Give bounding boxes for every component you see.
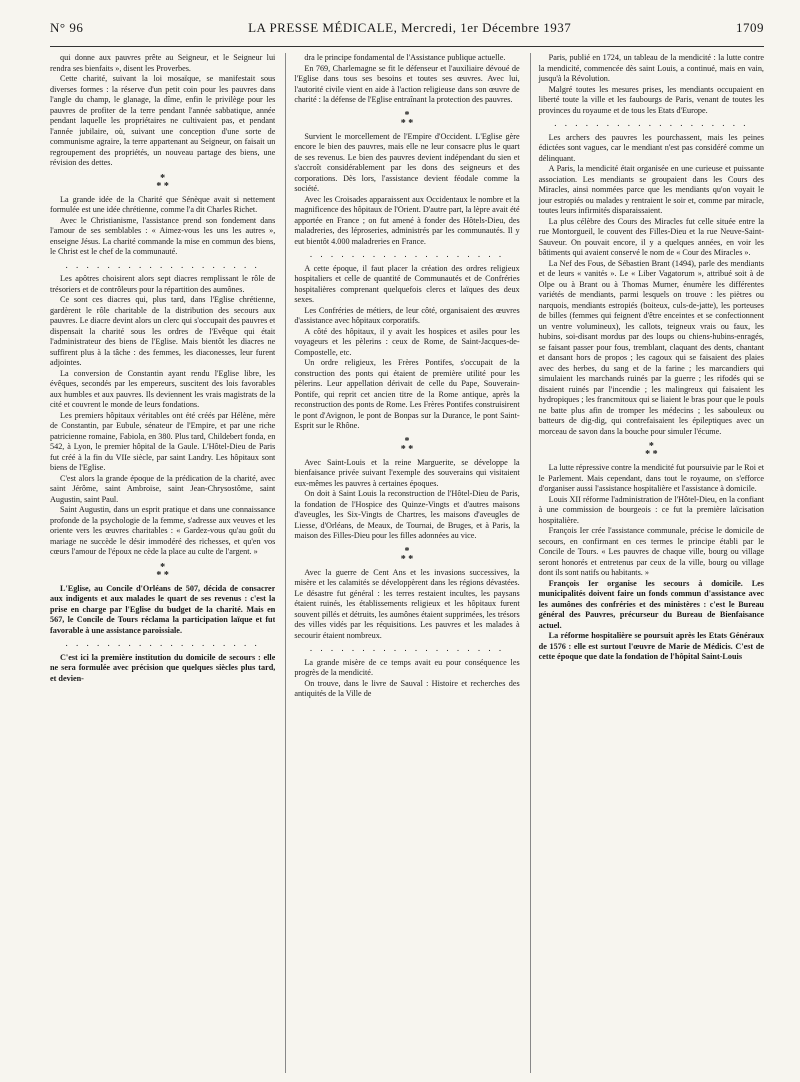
ellipsis-separator: . . . . . . . . . . . . . . . . . . . (309, 643, 505, 653)
paragraph: La lutte répressive contre la mendicité fut poursuivie par le Roi et le Parlement. Mais cependant, dans tout le royaume, on s'efforce d'organiser aussi l'assistance hospitalière et l'assistance à domicile. (538, 463, 764, 493)
paragraph: La grande idée de la Charité que Sénèque avait si nettement formulée est une idée chrétienne, comme l'a dit Charles Richet. (50, 194, 276, 214)
paragraph: A côté des hôpitaux, il y avait les hospices et asiles pour les voyageurs et les pèlerins : ceux de Rome, de Saint-Jacques-de-Compostelle, etc. (294, 326, 520, 357)
paragraph: Louis XII réforme l'administration de l'Hôtel-Dieu, en la confiant à une commission de bourgeois : ce fut la première laïcisation hospitalière. (538, 494, 764, 525)
section-separator-asterisks: * * * (400, 545, 414, 565)
paragraph: C'est ici la première institution du domicile de secours : elle ne sera formulée avec précision que quelques siècles plus tard, et devien- (50, 652, 276, 683)
section-separator-asterisks: * * * (645, 441, 658, 460)
column-3 (530, 53, 764, 1073)
header-rule (50, 46, 764, 47)
paragraph: François Ier crée l'assistance communale, précise le domicile de secours, en confirmant en ces termes le principe établi par le Concile de Tours. « Les pauvres de chaque ville, bourg ou village seront honorés et entretenus par ceux de la ville, bourg ou village dont ils sont natifs ou habitants. » (538, 526, 764, 577)
paragraph: Les archers des pauvres les pourchassent, mais les peines édictées sont vagues, car le mendiant n'est pas considéré comme un délinquant. (538, 132, 764, 163)
paragraph: L'Eglise, au Concile d'Orléans de 507, décida de consacrer aux indigents et aux malades le quart de ses revenus : c'est la prise en charge par l'Eglise du budget de la charité. Mais en 567, le Concile de Tours réclama la participation laïque et fut favorable à une assistance paroissiale. (50, 583, 276, 635)
paragraph: François Ier organise les secours à domicile. Les municipalités doivent faire un fonds commun d'assistance avec les aumônes des confréries et des ministères : c'est le Bureau général des Pauvres, précurseur du Bureau de Bienfaisance actuel. (538, 578, 764, 630)
section-separator-asterisks: * * * (400, 435, 414, 455)
paragraph: On trouve, dans le livre de Sauval : Histoire et recherches des antiquités de la Ville de (294, 678, 520, 698)
paragraph: A cette époque, il faut placer la création des ordres religieux hospitaliers et celle de quantité de Communautés et de Confréries hospitalières comprenant quelquefois clercs et laïques des deux sexes. (294, 263, 520, 304)
column-1 (50, 53, 275, 1073)
paragraph: Ce sont ces diacres qui, plus tard, dans l'Eglise chrétienne, gardèrent le rôle charitable de la distribution des secours aux pauvres. Le diacre devint alors un clerc qui s'occupait des pauvres et dispensait la charité sous les ordres de l'Evêque qui était l'administrateur des biens de l'Eglise. Mais bientôt les diacres ne suffirent plus à la tâche : des femmes, les diaconesses, leur furent adjointes. (50, 295, 276, 367)
section-separator-asterisks: * * * (156, 561, 169, 581)
text-columns (50, 53, 764, 1073)
section-separator-asterisks: * * * (400, 109, 414, 129)
paragraph: La grande misère de ce temps avait eu pour conséquence les progrès de la mendicité. (294, 657, 520, 677)
paragraph: Un ordre religieux, les Frères Pontifes, s'occupait de la construction des ponts qui étaient de première utilité pour les pèlerins. Leur appellation dérivait de celle du Pape, Souverain-Pontife, qui reprit cet ancien titre de la Rome antique, après la reconstruction des ponts de Rome. Les Frères Pontifes construisirent le pont d'Avignon, le pont de Bonpas sur la Durance, le pont Saint-Esprit sur le Rhône. (294, 358, 520, 430)
paragraph: Cette charité, suivant la loi mosaïque, se manifestait sous diverses formes : la réserve d'un petit coin pour les pauvres dans l'angle du champ, le glanage, la dîme, enfin le privilège pour les pauvres de profiter de la terre pendant l'année sabbatique, année pendant laquelle les propriétaires ne cultivaient pas, et pendant l'année jubilaire, où, suivant une conception d'une sorte de communisme agraire, la terre appartenant au Seigneur, on faisait un regroupement des propriétés, un nouveau partage des biens, une révision des dettes. (50, 74, 276, 167)
page-number: 1709 (736, 20, 764, 35)
paragraph: Les premiers hôpitaux véritables ont été créés par Hélène, mère de Constantin, par Eubule, sénateur de l'Empire, et par une riche patricienne romaine, Fabiola, en 380. Plus tard, Childebert fonda, en 542, à Lyon, le premier hôpital de la Gaule. L'Hôtel-Dieu de Paris fut créé à la fin du VIIe siècle, par saint Landry. Les hôpitaux sont biens de l'Eglise. (50, 410, 276, 472)
paragraph: dra le principe fondamental de l'Assistance publique actuelle. (304, 53, 506, 62)
paragraph: Avec la guerre de Cent Ans et les invasions successives, la misère et les calamités se développèrent dans les régions dévastées. Le désastre fut général : les terres restaient incultes, les paysans étaient ruinés, les établissements religieux et les hôpitaux furent souvent pillés et détruits, les aumônes étaient supprimées, les trésors des villes vidés par les réquisitions. Les pauvres et les malades à secourir étaient nombreux. (294, 567, 520, 640)
paragraph: Paris, publié en 1724, un tableau de la mendicité : la lutte contre la mendicité, commencée dès saint Louis, a continué, mais en vain, jusqu'à la Révolution. (538, 53, 764, 83)
paragraph: Avec Saint-Louis et la reine Marguerite, se développe la bienfaisance privée suivant l'exemple des souverains qui visitaient eux-mêmes les pauvres à certaines époques. (294, 457, 520, 488)
page-header (50, 20, 764, 44)
paragraph: On doit à Saint Louis la reconstruction de l'Hôtel-Dieu de Paris, la fondation de l'Hospice des Quinze-Vingts et d'autres maisons d'aveugles, les Six-Vingts de Chartres, les maisons d'aveugles de Liesse, d'Orléans, de Meaux, de Tournai, de Bruges, et à Paris, la maison des Filles-Dieu pour les filles adonnées au vice. (294, 489, 520, 540)
paragraph: C'est alors la grande époque de la prédication de la charité, avec saint Jérôme, saint Ambroise, saint Jean-Chrysostôme, saint Augustin, saint Paul. (50, 473, 276, 504)
ellipsis-separator: . . . . . . . . . . . . . . . . . . . (309, 249, 505, 259)
paragraph: La réforme hospitalière se poursuit après les Etats Généraux de 1576 : elle est surtout l'œuvre de Marie de Médicis. C'est de cette époque que date la fondation de l'hôpital Saint-Louis (538, 631, 764, 661)
masthead-title: LA PRESSE MÉDICALE, Mercredi, 1er Décembre 1937 (248, 20, 572, 35)
paragraph: Les apôtres choisirent alors sept diacres remplissant le rôle de trésoriers et de contrôleurs pour la répartition des aumônes. (50, 274, 276, 294)
ellipsis-separator: . . . . . . . . . . . . . . . . . . . (554, 118, 749, 128)
paragraph: La Nef des Fous, de Sébastien Brant (1494), parle des mendiants et de leurs « vanités ». Le « Liber Vagatorum », attribué soit à de Olpe ou à Brant ou à Thomas Murner, énumère les différentes variétés de mendiants, parmi lesquels on trouve : les piètres ou narquois, mendiants estropiés (boiteux, culs-de-jatte), les porteuses de billes (femmes qui feignent d'être enceintes et se confectionnent un ventre volumineux), les callots, teigneux vrais ou faux, les hubins, soi-disant mordus par des loups ou chiens-hubins-enragés, se faisant passer pour fous, tremblant, claquant des dents, chantant et dansant hors de propos ; les cagoux qui se faisaient des plaies avec des herbes, du sang et de la farine ; les marcandiers qui simulaient les marchands ruinés par la guerre ; les rifodés qui se disaient ruinés par l'incendie ; les malingreux qui faisaient les hydropiques ; les francmitoux qui se liaient le bras pour que le pouls ne batte plus afin de tromper les médecins ; les sabouleux ou batteurs de dig-dig, qui contrefaisaient les épileptiques avec un morceau de savon dans la bouche pour simuler l'écume. (538, 258, 764, 436)
paragraph: La conversion de Constantin ayant rendu l'Eglise libre, les évêques, secondés par les empereurs, suscitent des lois favorables aux humbles et aux pauvres. Ils deviennent les vrais magistrats de la cité et couvrent le monde de leurs fondations. (50, 368, 276, 409)
paragraph: Avec le Christianisme, l'assistance prend son fondement dans l'amour de ses semblables : « Aimez-vous les uns les autres », enseigne Jésus. La charité commande la mise en commun des biens, le Christ est le chef de la communauté. (50, 215, 276, 256)
paragraph: En 769, Charlemagne se fit le défenseur et l'auxiliaire dévoué de l'Eglise dans tous ses besoins et toutes ses œuvres. Avec lui, l'autorité civile vient en aide à l'action religieuse dans son œuvre de charité : la défense de l'Eglise entraînant la protection des pauvres. (294, 63, 520, 104)
paragraph: Malgré toutes les mesures prises, les mendiants occupaient en liberté toute la ville et les faubourgs de Paris, venant de toutes les provinces du royaume et de tous les Etats d'Europe. (538, 84, 764, 115)
paragraph: qui donne aux pauvres prête au Seigneur, et le Seigneur lui rendra ses bienfaits », disent les Proverbes. (50, 53, 276, 73)
paragraph: Survient le morcellement de l'Empire d'Occident. L'Eglise gère encore le bien des pauvres, mais elle ne leur consacre plus le quart de ses revenus. Le bien des pauvres devient indépendant du sien et s'accroît considérablement par les dons des seigneurs et des corporations. Dès lors, l'assistance devient féodale comme la société. (294, 131, 520, 193)
paragraph: La plus célèbre des Cours des Miracles fut celle située entre la rue Montorgueil, le couvent des Filles-Dieu et la rue Neuve-Saint-Sauveur. On pouvait encore, il y a quelques années, en voir les bâtiments qui avaient conservé le nom de « Cour des Miracles ». (538, 216, 764, 257)
ellipsis-separator: . . . . . . . . . . . . . . . . . . . (65, 259, 260, 270)
paragraph: A Paris, la mendicité était organisée en une curieuse et puissante association. Les mendiants se groupaient dans les Cours des Miracles, ainsi nommées parce que les mendiants qu'on voyait le jour estropiés ou malades y rentraient le soir et, comme par miracle, toutes leurs infirmités disparaissaient. (538, 164, 764, 215)
issue-number: N° 96 (50, 20, 84, 35)
column-2 (285, 53, 519, 1073)
paragraph: Saint Augustin, dans un esprit pratique et dans une connaissance profonde de la psychologie de la femme, s'adresse aux veuves et les oriente vers les œuvres charitables : « Gardez-vous qu'au goût du mariage ne succède le désir immodéré des richesses, et qu'en vos cœurs l'amour de l'époux ne cède la place au culte de l'argent. » (50, 505, 276, 556)
paragraph: Les Confréries de métiers, de leur côté, organisaient des œuvres d'assistance avec hôpitaux corporatifs. (294, 305, 520, 325)
section-separator-asterisks: * * * (156, 172, 169, 192)
paragraph: Avec les Croisades apparaissent aux Occidentaux le nombre et la magnificence des hôpitaux de l'Orient. D'autre part, la lèpre avait été apportée en France ; on fut amené à fonder des Hôtels-Dieu, des maladreries, des léproseries, administrés par les communautés. Il y eut bientôt 4.000 maladreries en France. (294, 194, 520, 246)
ellipsis-separator: . . . . . . . . . . . . . . . . . . . (65, 638, 260, 648)
